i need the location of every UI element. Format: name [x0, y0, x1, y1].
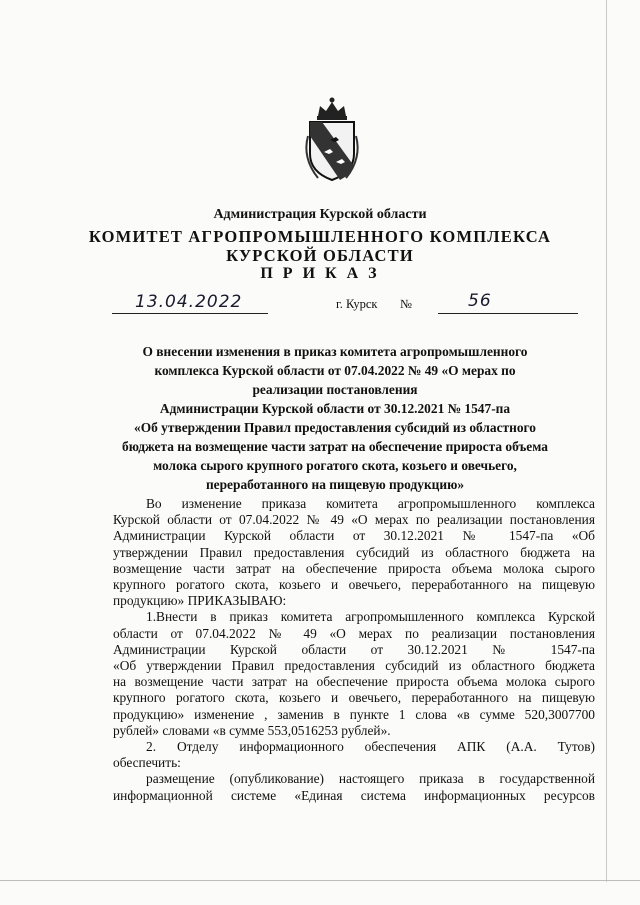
body-line: продукцию» изменение , заменив в пункте 1 слова «в сумме 520,3007700: [113, 706, 595, 722]
body-line: рублей» словами «в сумме 553,0516253 рублей».: [113, 722, 391, 738]
body-line: обеспечить:: [113, 755, 181, 771]
page-edge-right: [606, 0, 607, 882]
body-line: 2. Отделу информационного обеспечения АПК (А.А. Тутов): [146, 739, 595, 755]
body-line: утверждении Правил предоставления субсидий из областного бюджета на: [113, 544, 595, 560]
body-line: на возмещение части затрат на обеспечение прироста объема молока сырого: [113, 674, 595, 690]
subject-line: О внесении изменения в приказ комитета агропромышленного: [142, 344, 528, 359]
administration-name: Администрация Курской области: [213, 207, 427, 222]
body-line: крупного рогатого скота, козьего и овечьего, переработанного на пищевую: [113, 577, 595, 593]
number-sign: №: [400, 297, 412, 311]
date-underline: [112, 313, 268, 314]
document-type: П Р И К А З: [260, 265, 380, 282]
subject-line: Администрации Курской области от 30.12.2021 № 1547-па: [159, 401, 511, 416]
body-line: «Об утверждении Правил предоставления субсидий из областного бюджета: [113, 658, 595, 674]
order-date: 13.04.2022: [135, 292, 243, 312]
body-line: 1.Внести в приказ комитета агропромышленного комплекса Курской: [146, 609, 595, 625]
body-line: области от 07.04.2022 № 49 «О мерах по реализации постановления: [113, 625, 595, 641]
kursk-coat-of-arms-icon: [300, 96, 364, 182]
number-underline: [438, 313, 578, 314]
subject-line: комплекса Курской области от 07.04.2022 № 49 «О мерах по: [154, 363, 516, 378]
subject-line: «Об утверждении Правил предоставления субсидий из областного: [134, 420, 536, 435]
subject-line: реализации постановления: [252, 382, 418, 397]
order-city: г. Курск: [336, 297, 378, 311]
body-line: размещение (опубликование) настоящего приказа в государственной: [146, 771, 595, 787]
body-line: Администрации Курской области от 30.12.2021 № 1547-па «Об: [113, 528, 595, 544]
body-line: информационной системе «Единая система информационных ресурсов: [113, 787, 595, 803]
committee-name-line-1: КОМИТЕТ АГРОПРОМЫШЛЕННОГО КОМПЛЕКСА: [88, 227, 552, 246]
body-line: продукцию» ПРИКАЗЫВАЮ:: [113, 593, 287, 609]
subject-line: бюджета на возмещение части затрат на обеспечение прироста объема: [122, 439, 548, 454]
subject-line: переработанного на пищевую продукцию»: [205, 477, 465, 492]
subject-line: молока сырого крупного рогатого скота, козьего и овечьего,: [153, 458, 517, 473]
body-line: крупного рогатого скота, козьего и овечьего, переработанного на пищевую: [113, 690, 595, 706]
body-line: Администрации Курской области от 30.12.2021 № 1547-па: [113, 641, 595, 657]
body-line: возмещение части затрат на обеспечение прироста объема молока сырого: [113, 560, 595, 576]
order-body: [113, 496, 595, 804]
body-line: Во изменение приказа комитета агропромышленного комплекса: [146, 496, 595, 511]
order-number: 56: [468, 291, 492, 311]
committee-name-line-2: КУРСКОЙ ОБЛАСТИ: [226, 246, 414, 265]
order-subject: [90, 342, 580, 494]
page-edge-bottom: [0, 880, 640, 881]
body-line: Курской области от 07.04.2022 № 49 «О мерах по реализации постановления: [113, 512, 595, 528]
